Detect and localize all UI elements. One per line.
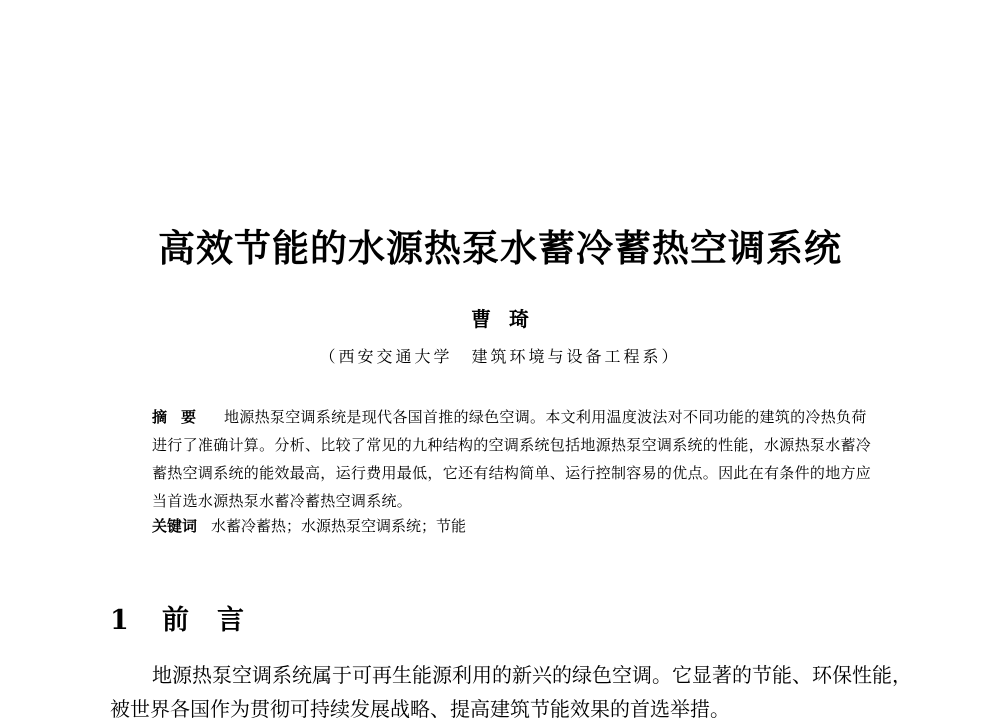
section-number: 1 <box>110 605 129 636</box>
author-affiliation: （西安交通大学 建筑环境与设备工程系） <box>319 347 681 366</box>
section-title: 前言 <box>162 605 272 636</box>
abstract-text: 地源热泵空调系统是现代各国首推的绿色空调。本文利用温度波法对不同功能的建筑的冷热负荷进行了准确计算。分析、比较了常见的九种结构的空调系统包括地源热泵空调系统的性能，水源热泵水蓄冷蓄热空调系统的能效最高，运行费用最低，它还有结构简单、运行控制容易的优点。因此在有条件的地方应当首选水源热泵水蓄冷蓄热空调系统。 <box>152 408 872 510</box>
section-heading <box>110 598 272 637</box>
author-name: 曹琦 <box>471 307 547 331</box>
paper-title: 高效节能的水源热泵水蓄冷蓄热空调系统 <box>158 227 842 270</box>
abstract <box>152 403 872 515</box>
keywords-label: 关键词 <box>152 517 198 535</box>
keywords-text: 水蓄冷蓄热；水源热泵空调系统；节能 <box>211 517 467 535</box>
abstract-label: 摘要 <box>152 408 211 426</box>
body-paragraph: 地源热泵空调系统属于可再生能源利用的新兴的绿色空调。它显著的节能、环保性能，被世界各国作为贯彻可持续发展战略、提高建筑节能效果的首选举措。 <box>110 663 912 721</box>
keywords <box>152 512 872 540</box>
